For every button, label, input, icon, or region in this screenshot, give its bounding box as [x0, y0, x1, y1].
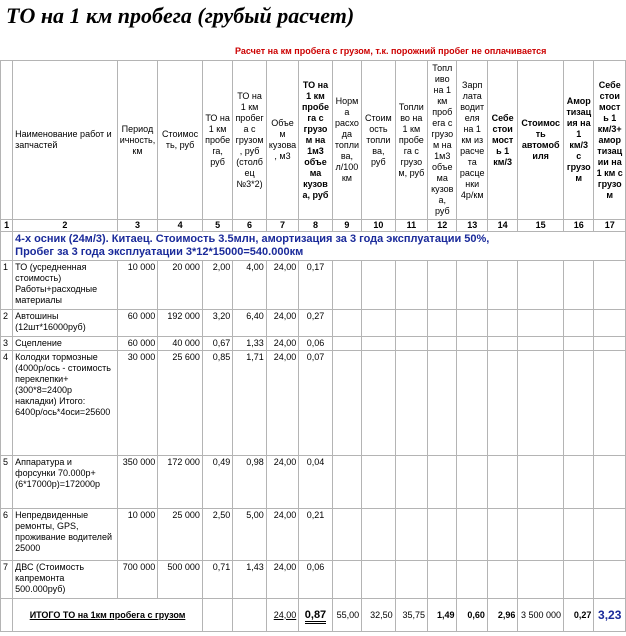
column-number: 13 [457, 220, 487, 232]
volume-cell: 24,00 [266, 561, 298, 599]
column-number: 12 [428, 220, 457, 232]
to-per-km-cell: 3,20 [202, 310, 232, 337]
header-cell: Стоимость топлива, руб [362, 61, 395, 220]
volume-cell: 24,00 [266, 351, 298, 456]
to-loaded-cell: 0,98 [233, 456, 266, 509]
total-to-per-m3: 0,87 [299, 599, 332, 632]
period-cell: 60 000 [117, 337, 158, 351]
to-loaded-cell: 1,43 [233, 561, 266, 599]
table-row [1, 310, 626, 337]
column-number: 5 [202, 220, 232, 232]
volume-cell: 24,00 [266, 310, 298, 337]
column-number: 11 [395, 220, 427, 232]
row-number: 1 [1, 261, 13, 310]
column-number: 7 [266, 220, 298, 232]
to-per-m3-cell: 0,17 [299, 261, 332, 310]
cost-cell: 192 000 [158, 310, 203, 337]
cost-cell: 500 000 [158, 561, 203, 599]
total-fuel-cost: 32,50 [362, 599, 395, 632]
cost-table [0, 60, 626, 632]
period-cell: 60 000 [117, 310, 158, 337]
header-cell: Стоимость, руб [158, 61, 203, 220]
to-per-m3-cell: 0,04 [299, 456, 332, 509]
column-number: 9 [332, 220, 361, 232]
header-cell: ТО на 1 км пробега с грузом, руб (столбец №3*2) [233, 61, 266, 220]
column-number: 10 [362, 220, 395, 232]
header-cell: ТО на 1 км пробега с грузом на 1м3 объема кузова, руб [299, 61, 332, 220]
header-row [1, 61, 626, 220]
to-per-km-cell: 0,49 [202, 456, 232, 509]
total-grand-cost: 3,23 [594, 599, 626, 632]
volume-cell: 24,00 [266, 456, 298, 509]
header-cell: ТО на 1 км пробега, руб [202, 61, 232, 220]
cost-cell: 40 000 [158, 337, 203, 351]
item-name: Колодки тормозные (4000р/ось - стоимость переклепки+ (300*8=2400р накладки) Итого: 6400р/ось*4оси=25600 [13, 351, 118, 456]
cost-cell: 25 600 [158, 351, 203, 456]
to-per-m3-cell: 0,06 [299, 337, 332, 351]
header-cell: Периодичность, км [117, 61, 158, 220]
volume-cell: 24,00 [266, 509, 298, 561]
column-number: 17 [594, 220, 626, 232]
section-heading [13, 232, 626, 261]
section-line-1: 4-х осник (24м/3). Китаец. Стоимость 3.5млн, амортизация за 3 года эксплуатации 50%, [15, 233, 490, 245]
header-cell: Амортизация на 1 км/3 с грузом [564, 61, 594, 220]
column-number: 6 [233, 220, 266, 232]
item-name: Автошины (12шт*16000руб) [13, 310, 118, 337]
item-name: ТО (усредненная стоимость) Работы+расходные материалы [13, 261, 118, 310]
column-number: 3 [117, 220, 158, 232]
cost-cell: 25 000 [158, 509, 203, 561]
total-salary: 0,60 [457, 599, 487, 632]
item-name: ДВС (Стоимость капремонта 500.000руб) [13, 561, 118, 599]
to-loaded-cell: 5,00 [233, 509, 266, 561]
table-row [1, 561, 626, 599]
to-per-m3-cell: 0,06 [299, 561, 332, 599]
section-line-2: Пробег за 3 года эксплуатации 3*12*15000=540.000км [15, 246, 304, 258]
total-fuel-norm: 55,00 [332, 599, 361, 632]
total-cost-per-km: 2,96 [487, 599, 517, 632]
table-row [1, 337, 626, 351]
header-cell: Топливо на 1 км пробега с грузом на 1м3 объема кузова, руб [428, 61, 457, 220]
volume-cell: 24,00 [266, 261, 298, 310]
cost-cell: 172 000 [158, 456, 203, 509]
total-amortization: 0,27 [564, 599, 594, 632]
sheet-title: ТО на 1 км пробега (грубый расчет) [6, 3, 355, 28]
to-per-km-cell: 0,85 [202, 351, 232, 456]
table-row [1, 456, 626, 509]
period-cell: 30 000 [117, 351, 158, 456]
column-number: 8 [299, 220, 332, 232]
period-cell: 350 000 [117, 456, 158, 509]
header-cell: Себестоимость 1 км/3+ амортизации на 1 км с грузом [594, 61, 626, 220]
row-number: 2 [1, 310, 13, 337]
row-number: 7 [1, 561, 13, 599]
cost-cell: 20 000 [158, 261, 203, 310]
period-cell: 10 000 [117, 509, 158, 561]
total-label: ИТОГО ТО на 1км пробега с грузом [13, 599, 203, 632]
to-per-m3-cell: 0,07 [299, 351, 332, 456]
to-per-km-cell: 2,00 [202, 261, 232, 310]
row-number: 4 [1, 351, 13, 456]
column-number: 15 [518, 220, 564, 232]
header-cell: Себестоимость 1 км/3 [487, 61, 517, 220]
header-cell: Норма расхода топлива, л/100 км [332, 61, 361, 220]
calculation-note: Расчет на км пробега с грузом, т.к. порожний пробег не оплачивается [235, 46, 547, 56]
item-name: Непредвиденные ремонты, GPS, проживание водителей 25000 [13, 509, 118, 561]
row-number: 5 [1, 456, 13, 509]
period-cell: 10 000 [117, 261, 158, 310]
total-car-cost: 3 500 000 [518, 599, 564, 632]
total-fuel-per-m3: 1,49 [428, 599, 457, 632]
total-fuel-per-km: 35,75 [395, 599, 427, 632]
to-loaded-cell: 6,40 [233, 310, 266, 337]
header-cell: Зарплата водителя на 1 км из расчета расценки 4р/км [457, 61, 487, 220]
to-loaded-cell: 1,33 [233, 337, 266, 351]
header-cell: Наименование работ и запчастей [13, 61, 118, 220]
to-loaded-cell: 4,00 [233, 261, 266, 310]
table-row [1, 351, 626, 456]
row-number: 3 [1, 337, 13, 351]
row-number: 6 [1, 509, 13, 561]
to-per-km-cell: 0,67 [202, 337, 232, 351]
to-per-m3-cell: 0,21 [299, 509, 332, 561]
item-name: Сцепление [13, 337, 118, 351]
column-number: 14 [487, 220, 517, 232]
to-per-km-cell: 0,71 [202, 561, 232, 599]
table-row [1, 509, 626, 561]
section-row [1, 232, 626, 261]
table-row [1, 261, 626, 310]
column-number-row [1, 220, 626, 232]
item-name: Аппаратура и форсунки 70.000р+(6*17000р)=172000р [13, 456, 118, 509]
total-row [1, 599, 626, 632]
header-cell: Объем кузова, м3 [266, 61, 298, 220]
column-number: 16 [564, 220, 594, 232]
to-per-m3-cell: 0,27 [299, 310, 332, 337]
period-cell: 700 000 [117, 561, 158, 599]
column-number: 1 [1, 220, 13, 232]
to-per-km-cell: 2,50 [202, 509, 232, 561]
column-number: 4 [158, 220, 203, 232]
column-number: 2 [13, 220, 118, 232]
volume-cell: 24,00 [266, 337, 298, 351]
to-loaded-cell: 1,71 [233, 351, 266, 456]
header-cell [1, 61, 13, 220]
header-cell: Стоимость автомобиля [518, 61, 564, 220]
total-volume: 24,00 [266, 599, 298, 632]
header-cell: Топливо на 1 км пробега с грузом, руб [395, 61, 427, 220]
